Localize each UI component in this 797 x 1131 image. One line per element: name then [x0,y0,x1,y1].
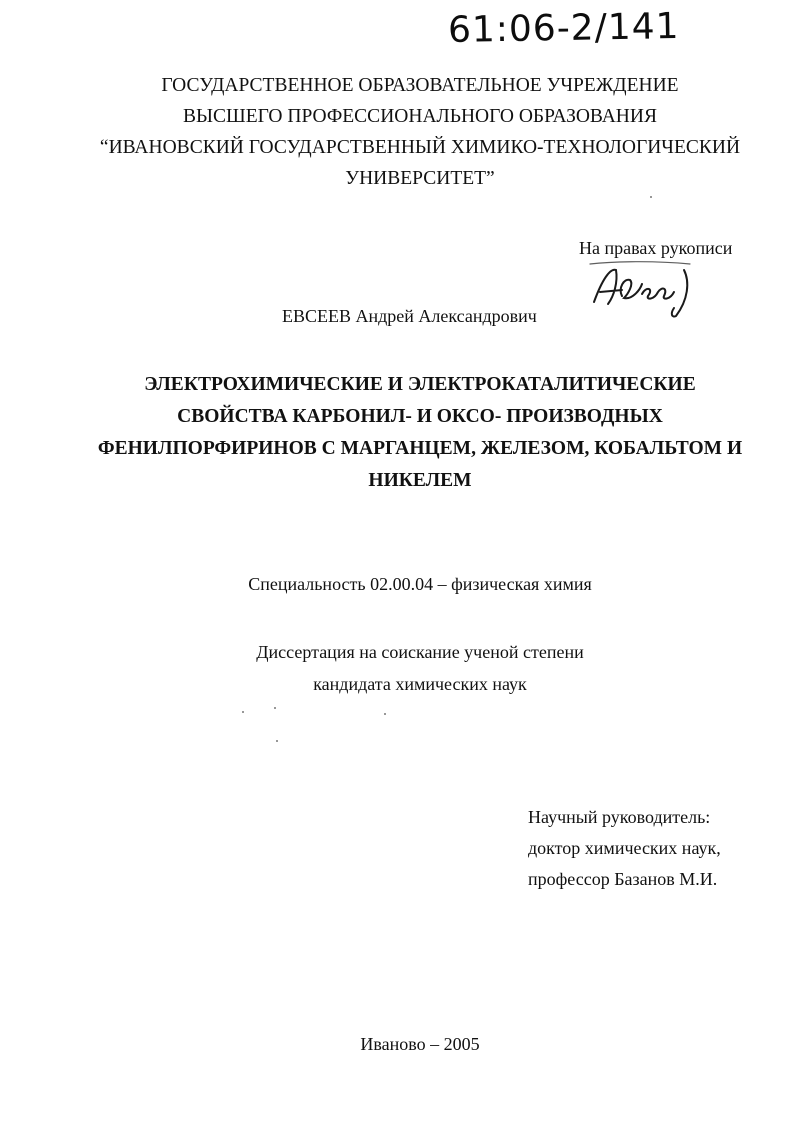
scan-speck [242,711,244,713]
scientific-supervisor [528,802,721,895]
institution-line: ГОСУДАРСТВЕННОЕ ОБРАЗОВАТЕЛЬНОЕ УЧРЕЖДЕНИЕ [161,75,679,96]
institution-header [60,70,780,194]
supervisor-line: Научный руководитель: [528,807,711,827]
scan-speck [276,740,278,742]
scan-speck [650,196,652,198]
institution-line: УНИВЕРСИТЕТ” [345,168,495,189]
institution-line: “ИВАНОВСКИЙ ГОСУДАРСТВЕННЫЙ ХИМИКО-ТЕХНОЛОГИЧЕСКИЙ [99,137,741,158]
supervisor-line: доктор химических наук, [528,838,721,858]
handwritten-catalog-number: 61:06-2/141 [447,5,680,52]
degree-line: кандидата химических наук [313,674,527,694]
specialty-line: Специальность 02.00.04 – физическая химия [248,574,592,594]
dissertation-title [60,369,780,497]
institution-line: ВЫСШЕГО ПРОФЕССИОНАЛЬНОГО ОБРАЗОВАНИЯ [183,106,657,127]
title-line: НИКЕЛЕМ [368,470,472,491]
degree-line: Диссертация на соискание ученой степени [256,642,584,662]
title-line: СВОЙСТВА КАРБОНИЛ- И ОКСО- ПРОИЗВОДНЫХ [177,406,663,427]
manuscript-rights-note: На правах рукописи [579,238,733,258]
author-name: ЕВСЕЕВ Андрей Александрович [282,306,537,326]
degree-statement [60,636,780,700]
title-line: ЭЛЕКТРОХИМИЧЕСКИЕ И ЭЛЕКТРОКАТАЛИТИЧЕСКИЕ [144,374,696,395]
scan-speck [384,713,386,715]
title-line: ФЕНИЛПОРФИРИНОВ С МАРГАНЦЕМ, ЖЕЛЕЗОМ, КОБАЛЬТОМ И [97,438,743,459]
handwritten-signature [588,260,698,320]
scan-speck [274,707,276,709]
city-and-year: Иваново – 2005 [360,1034,480,1054]
supervisor-line: профессор Базанов М.И. [528,869,718,889]
